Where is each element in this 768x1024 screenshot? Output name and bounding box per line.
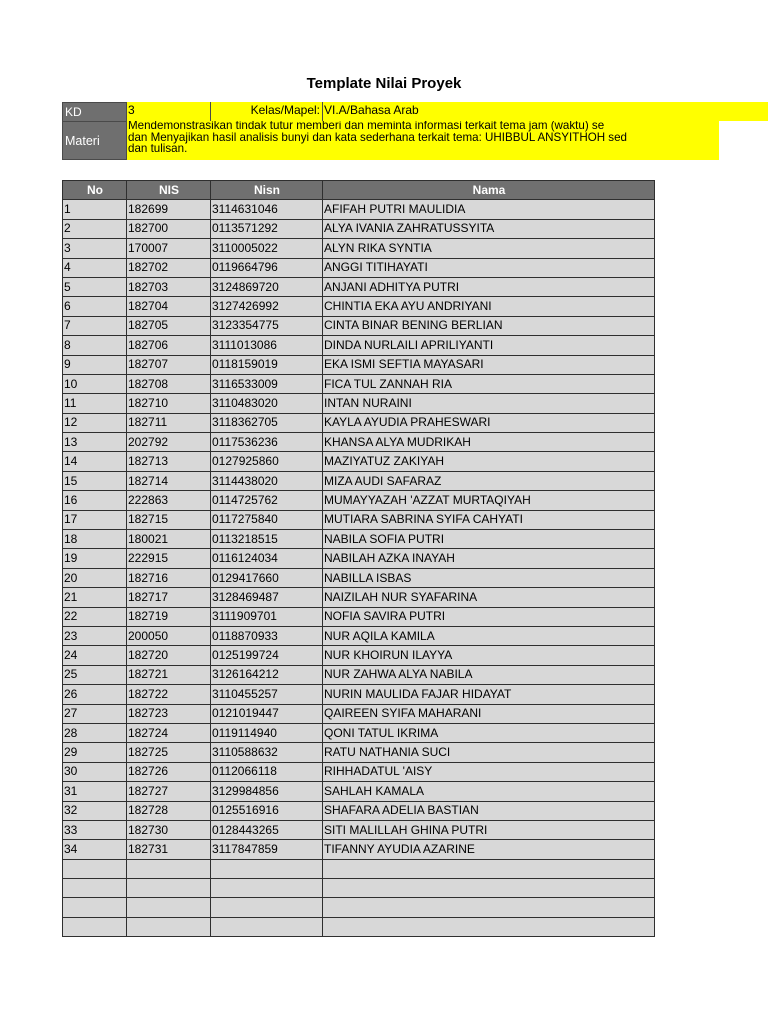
cell-nis[interactable]: 182715 xyxy=(127,510,211,529)
cell-nama[interactable]: NAIZILAH NUR SYAFARINA xyxy=(323,588,655,607)
table-body xyxy=(63,200,655,937)
cell-no[interactable]: 33 xyxy=(63,820,127,839)
header-nama: Nama xyxy=(323,181,655,200)
cell-nama[interactable]: RATU NATHANIA SUCI xyxy=(323,743,655,762)
page-title: Template Nilai Proyek xyxy=(306,75,462,92)
cell-nama[interactable]: FICA TUL ZANNAH RIA xyxy=(323,374,655,393)
cell-nis[interactable]: 182713 xyxy=(127,452,211,471)
cell-nis[interactable] xyxy=(127,917,211,936)
cell-nama[interactable]: AFIFAH PUTRI MAULIDIA xyxy=(323,200,655,219)
cell-nis[interactable]: 182704 xyxy=(127,297,211,316)
cell-nisn[interactable]: 3124869720 xyxy=(211,277,323,296)
cell-nama[interactable]: NUR AQILA KAMILA xyxy=(323,626,655,645)
cell-nis[interactable] xyxy=(127,879,211,898)
cell-nis[interactable]: 222915 xyxy=(127,549,211,568)
cell-no[interactable]: 20 xyxy=(63,568,127,587)
cell-no[interactable]: 28 xyxy=(63,723,127,742)
table-header-row xyxy=(63,181,655,200)
cell-no[interactable]: 18 xyxy=(63,530,127,549)
cell-no[interactable]: 32 xyxy=(63,801,127,820)
cell-no[interactable]: 23 xyxy=(63,626,127,645)
cell-nisn[interactable] xyxy=(211,917,323,936)
cell-no[interactable]: 9 xyxy=(63,355,127,374)
table-row xyxy=(63,588,655,607)
table-row xyxy=(63,879,655,898)
kelas-mapel-value[interactable]: VI.A/Bahasa Arab xyxy=(323,102,768,121)
cell-nis[interactable]: 182727 xyxy=(127,782,211,801)
table-row xyxy=(63,723,655,742)
cell-nis[interactable]: 182700 xyxy=(127,219,211,238)
cell-nis[interactable]: 182702 xyxy=(127,258,211,277)
cell-nama[interactable]: DINDA NURLAILI APRILIYANTI xyxy=(323,336,655,355)
cell-nisn[interactable]: 0113218515 xyxy=(211,530,323,549)
cell-nama[interactable]: ANGGI TITIHAYATI xyxy=(323,258,655,277)
table-row xyxy=(63,277,655,296)
cell-nis[interactable]: 182714 xyxy=(127,471,211,490)
cell-nisn[interactable]: 3128469487 xyxy=(211,588,323,607)
cell-nama[interactable]: CINTA BINAR BENING BERLIAN xyxy=(323,316,655,335)
cell-no[interactable]: 16 xyxy=(63,491,127,510)
cell-nama[interactable]: MUTIARA SABRINA SYIFA CAHYATI xyxy=(323,510,655,529)
grades-table xyxy=(62,180,655,937)
cell-no[interactable]: 7 xyxy=(63,316,127,335)
table-row xyxy=(63,219,655,238)
cell-no[interactable] xyxy=(63,879,127,898)
cell-no[interactable]: 6 xyxy=(63,297,127,316)
cell-nisn[interactable]: 0114725762 xyxy=(211,491,323,510)
table-row xyxy=(63,258,655,277)
cell-nama[interactable]: SHAFARA ADELIA BASTIAN xyxy=(323,801,655,820)
cell-nis[interactable]: 182717 xyxy=(127,588,211,607)
cell-nis[interactable]: 182728 xyxy=(127,801,211,820)
cell-no[interactable]: 12 xyxy=(63,413,127,432)
cell-no[interactable]: 2 xyxy=(63,219,127,238)
cell-no[interactable]: 26 xyxy=(63,685,127,704)
cell-nisn[interactable]: 0117275840 xyxy=(211,510,323,529)
cell-no[interactable]: 10 xyxy=(63,374,127,393)
cell-nama[interactable]: INTAN NURAINI xyxy=(323,394,655,413)
table-row xyxy=(63,782,655,801)
cell-nis[interactable]: 182726 xyxy=(127,762,211,781)
cell-no[interactable]: 3 xyxy=(63,239,127,258)
cell-nama[interactable]: NUR ZAHWA ALYA NABILA xyxy=(323,665,655,684)
cell-nisn[interactable]: 3110588632 xyxy=(211,743,323,762)
cell-nama[interactable] xyxy=(323,879,655,898)
cell-nis[interactable]: 182706 xyxy=(127,336,211,355)
cell-no[interactable]: 34 xyxy=(63,840,127,859)
cell-nisn[interactable]: 0117536236 xyxy=(211,433,323,452)
cell-nisn[interactable]: 3129984856 xyxy=(211,782,323,801)
cell-nama[interactable]: KHANSA ALYA MUDRIKAH xyxy=(323,433,655,452)
kd-label: KD xyxy=(62,102,127,122)
cell-nama[interactable] xyxy=(323,917,655,936)
cell-nis[interactable]: 182719 xyxy=(127,607,211,626)
cell-nama[interactable]: ANJANI ADHITYA PUTRI xyxy=(323,277,655,296)
cell-nisn[interactable]: 3118362705 xyxy=(211,413,323,432)
table-row xyxy=(63,820,655,839)
table-row xyxy=(63,646,655,665)
materi-label: Materi xyxy=(62,121,127,160)
cell-no[interactable]: 29 xyxy=(63,743,127,762)
cell-nisn[interactable]: 0125516916 xyxy=(211,801,323,820)
cell-nisn[interactable]: 0121019447 xyxy=(211,704,323,723)
cell-nisn[interactable]: 0125199724 xyxy=(211,646,323,665)
cell-nis[interactable] xyxy=(127,859,211,878)
cell-nis[interactable]: 182707 xyxy=(127,355,211,374)
cell-no[interactable]: 15 xyxy=(63,471,127,490)
cell-nama[interactable]: EKA ISMI SEFTIA MAYASARI xyxy=(323,355,655,374)
table-row xyxy=(63,898,655,917)
cell-nis[interactable]: 182722 xyxy=(127,685,211,704)
table-row xyxy=(63,626,655,645)
table-row xyxy=(63,685,655,704)
cell-nis[interactable]: 170007 xyxy=(127,239,211,258)
cell-nisn[interactable]: 0127925860 xyxy=(211,452,323,471)
cell-nisn[interactable]: 3110483020 xyxy=(211,394,323,413)
cell-nisn[interactable] xyxy=(211,859,323,878)
cell-nisn[interactable]: 0129417660 xyxy=(211,568,323,587)
cell-nama[interactable]: SAHLAH KAMALA xyxy=(323,782,655,801)
cell-nama[interactable]: NABILA SOFIA PUTRI xyxy=(323,530,655,549)
cell-no[interactable] xyxy=(63,898,127,917)
table-row xyxy=(63,316,655,335)
cell-no[interactable]: 1 xyxy=(63,200,127,219)
header-no: No xyxy=(63,181,127,200)
cell-nis[interactable]: 202792 xyxy=(127,433,211,452)
cell-nama[interactable]: NABILAH AZKA INAYAH xyxy=(323,549,655,568)
cell-no[interactable]: 22 xyxy=(63,607,127,626)
table-row xyxy=(63,491,655,510)
cell-nis[interactable]: 180021 xyxy=(127,530,211,549)
cell-no[interactable]: 5 xyxy=(63,277,127,296)
table-row xyxy=(63,510,655,529)
table-row xyxy=(63,394,655,413)
table-row xyxy=(63,549,655,568)
cell-nama[interactable]: NUR KHOIRUN ILAYYA xyxy=(323,646,655,665)
cell-nisn[interactable]: 3114438020 xyxy=(211,471,323,490)
cell-nis[interactable]: 200050 xyxy=(127,626,211,645)
cell-no[interactable]: 24 xyxy=(63,646,127,665)
cell-nis[interactable]: 182730 xyxy=(127,820,211,839)
cell-no[interactable]: 31 xyxy=(63,782,127,801)
table-row xyxy=(63,239,655,258)
cell-nisn[interactable]: 3110455257 xyxy=(211,685,323,704)
cell-nisn[interactable]: 0119664796 xyxy=(211,258,323,277)
cell-nama[interactable]: NABILLA ISBAS xyxy=(323,568,655,587)
header-nis: NIS xyxy=(127,181,211,200)
cell-nis[interactable]: 182720 xyxy=(127,646,211,665)
cell-nis[interactable]: 182705 xyxy=(127,316,211,335)
cell-nis[interactable]: 182699 xyxy=(127,200,211,219)
cell-no[interactable] xyxy=(63,859,127,878)
cell-nis[interactable]: 182724 xyxy=(127,723,211,742)
cell-no[interactable]: 21 xyxy=(63,588,127,607)
materi-line: dan tulisan. xyxy=(128,142,188,156)
cell-nisn[interactable]: 3111909701 xyxy=(211,607,323,626)
cell-no[interactable]: 19 xyxy=(63,549,127,568)
cell-nisn[interactable]: 0113571292 xyxy=(211,219,323,238)
cell-nama[interactable] xyxy=(323,859,655,878)
cell-nis[interactable]: 182716 xyxy=(127,568,211,587)
cell-nisn[interactable] xyxy=(211,879,323,898)
cell-no[interactable]: 17 xyxy=(63,510,127,529)
table-row xyxy=(63,917,655,936)
table-row xyxy=(63,355,655,374)
cell-nama[interactable]: QAIREEN SYIFA MAHARANI xyxy=(323,704,655,723)
cell-nama[interactable]: ALYN RIKA SYNTIA xyxy=(323,239,655,258)
cell-nisn[interactable]: 3126164212 xyxy=(211,665,323,684)
cell-nis[interactable] xyxy=(127,898,211,917)
cell-no[interactable]: 25 xyxy=(63,665,127,684)
table-row xyxy=(63,859,655,878)
cell-nama[interactable]: ALYA IVANIA ZAHRATUSSYITA xyxy=(323,219,655,238)
table-row xyxy=(63,840,655,859)
table-row xyxy=(63,607,655,626)
kelas-mapel-label: Kelas/Mapel: xyxy=(211,102,323,121)
kd-value[interactable]: 3 xyxy=(127,102,211,121)
cell-nisn[interactable] xyxy=(211,898,323,917)
cell-nama[interactable]: MUMAYYAZAH 'AZZAT MURTAQIYAH xyxy=(323,491,655,510)
materi-value[interactable] xyxy=(127,121,719,160)
cell-nama[interactable]: MAZIYATUZ ZAKIYAH xyxy=(323,452,655,471)
cell-nama[interactable] xyxy=(323,898,655,917)
cell-no[interactable]: 30 xyxy=(63,762,127,781)
cell-nama[interactable]: RIHHADATUL 'AISY xyxy=(323,762,655,781)
cell-nisn[interactable]: 3116533009 xyxy=(211,374,323,393)
table-row xyxy=(63,297,655,316)
cell-nisn[interactable]: 0112066118 xyxy=(211,762,323,781)
cell-no[interactable]: 27 xyxy=(63,704,127,723)
table-row xyxy=(63,568,655,587)
cell-nis[interactable]: 182731 xyxy=(127,840,211,859)
materi-line: Mendemonstrasikan tindak tutur memberi dan meminta informasi terkait tema jam (waktu) se xyxy=(128,121,605,132)
table-row xyxy=(63,743,655,762)
cell-nis[interactable]: 182710 xyxy=(127,394,211,413)
cell-nisn[interactable]: 0118870933 xyxy=(211,626,323,645)
cell-no[interactable]: 14 xyxy=(63,452,127,471)
cell-nama[interactable]: TIFANNY AYUDIA AZARINE xyxy=(323,840,655,859)
cell-nis[interactable]: 182725 xyxy=(127,743,211,762)
cell-nisn[interactable]: 0119114940 xyxy=(211,723,323,742)
cell-nisn[interactable]: 3110005022 xyxy=(211,239,323,258)
table-row xyxy=(63,200,655,219)
cell-nis[interactable]: 182703 xyxy=(127,277,211,296)
cell-no[interactable]: 8 xyxy=(63,336,127,355)
cell-no[interactable]: 13 xyxy=(63,433,127,452)
table-row xyxy=(63,801,655,820)
cell-nisn[interactable]: 0118159019 xyxy=(211,355,323,374)
table-row xyxy=(63,762,655,781)
table-row xyxy=(63,336,655,355)
table-row xyxy=(63,413,655,432)
cell-no[interactable]: 11 xyxy=(63,394,127,413)
cell-nisn[interactable]: 3123354775 xyxy=(211,316,323,335)
materi-line: dan Menyajikan hasil analisis bunyi dan kata sederhana terkait tema: UHIBBUL ANSYITHOH sed xyxy=(128,130,627,144)
table-row xyxy=(63,665,655,684)
cell-nisn[interactable]: 3117847859 xyxy=(211,840,323,859)
cell-nama[interactable]: SITI MALILLAH GHINA PUTRI xyxy=(323,820,655,839)
cell-nisn[interactable]: 3127426992 xyxy=(211,297,323,316)
cell-nama[interactable]: NOFIA SAVIRA PUTRI xyxy=(323,607,655,626)
cell-nisn[interactable]: 3114631046 xyxy=(211,200,323,219)
cell-nis[interactable]: 182708 xyxy=(127,374,211,393)
cell-nisn[interactable]: 0116124034 xyxy=(211,549,323,568)
cell-nis[interactable]: 222863 xyxy=(127,491,211,510)
header-nisn: Nisn xyxy=(211,181,323,200)
cell-no[interactable] xyxy=(63,917,127,936)
cell-nama[interactable]: CHINTIA EKA AYU ANDRIYANI xyxy=(323,297,655,316)
table-row xyxy=(63,433,655,452)
table-row xyxy=(63,452,655,471)
cell-nisn[interactable]: 0128443265 xyxy=(211,820,323,839)
cell-nama[interactable]: MIZA AUDI SAFARAZ xyxy=(323,471,655,490)
table-row xyxy=(63,530,655,549)
cell-nama[interactable]: KAYLA AYUDIA PRAHESWARI xyxy=(323,413,655,432)
cell-nisn[interactable]: 3111013086 xyxy=(211,336,323,355)
table-row xyxy=(63,704,655,723)
table-row xyxy=(63,471,655,490)
cell-nis[interactable]: 182723 xyxy=(127,704,211,723)
cell-nama[interactable]: QONI TATUL IKRIMA xyxy=(323,723,655,742)
cell-nama[interactable]: NURIN MAULIDA FAJAR HIDAYAT xyxy=(323,685,655,704)
cell-no[interactable]: 4 xyxy=(63,258,127,277)
cell-nis[interactable]: 182711 xyxy=(127,413,211,432)
table-row xyxy=(63,374,655,393)
cell-nis[interactable]: 182721 xyxy=(127,665,211,684)
